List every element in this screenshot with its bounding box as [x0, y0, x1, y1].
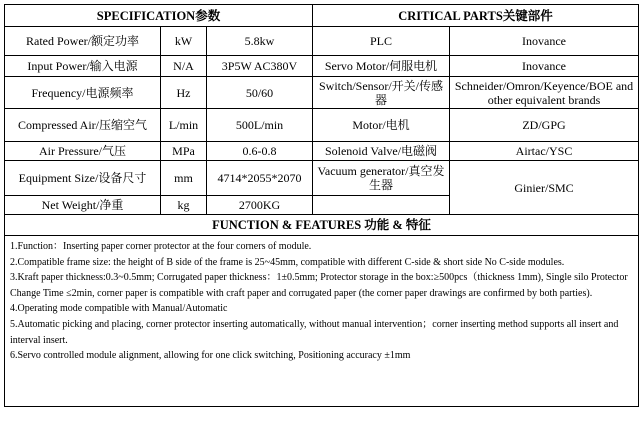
spec-name: Frequency/电源频率 — [5, 77, 161, 109]
spec-value: 2700KG — [207, 196, 313, 215]
table-row — [5, 56, 639, 77]
spec-unit: kW — [161, 27, 207, 56]
table-row — [5, 142, 639, 161]
part-name: Vacuum generator/真空发生器 — [313, 161, 450, 196]
part-name: Switch/Sensor/开关/传感器 — [313, 77, 450, 109]
spec-unit: MPa — [161, 142, 207, 161]
feature-item: 3.Kraft paper thickness:0.3~0.5mm; Corrugated paper thickness：1±0.5mm; Protector storage in the box:≥500pcs（thickness 1mm), Single silo Protector Change Time ≤2min, corner paper is compatible with craft paper and corrugated paper (the corner paper drawings are confirmed by both parties). — [10, 272, 628, 299]
spec-name: Net Weight/净重 — [5, 196, 161, 215]
spec-value: 0.6-0.8 — [207, 142, 313, 161]
spec-value: 5.8kw — [207, 27, 313, 56]
features-header-row — [5, 215, 639, 236]
spec-value: 4714*2055*2070 — [207, 161, 313, 196]
spec-value: 500L/min — [207, 109, 313, 142]
critical-parts-header: CRITICAL PARTS关键部件 — [313, 5, 639, 27]
features-list — [5, 236, 639, 407]
part-brand: Airtac/YSC — [450, 142, 639, 161]
part-name: PLC — [313, 27, 450, 56]
spec-name: Air Pressure/气压 — [5, 142, 161, 161]
feature-item: 5.Automatic picking and placing, corner protector inserting automatically, without manual intervention；corner inserting method supports all insert and interval insert. — [10, 318, 619, 346]
features-title: FUNCTION & FEATURES 功能 & 特征 — [5, 215, 639, 236]
part-name: Servo Motor/伺服电机 — [313, 56, 450, 77]
feature-item: 1.Function：Inserting paper corner protector at the four corners of module. — [10, 241, 312, 252]
table-row — [5, 27, 639, 56]
spec-sheet-table — [4, 4, 639, 407]
table-row — [5, 77, 639, 109]
features-body-row — [5, 236, 639, 407]
part-name: Solenoid Valve/电磁阀 — [313, 142, 450, 161]
feature-item: 2.Compatible frame size: the height of B side of the frame is 25~45mm, compatible with different C-side & short side No C-side modules. — [10, 256, 565, 268]
part-brand: Inovance — [450, 56, 639, 77]
part-brand: Schneider/Omron/Keyence/BOE and other equivalent brands — [450, 77, 639, 109]
part-name — [313, 196, 450, 215]
spec-value: 50/60 — [207, 77, 313, 109]
spec-unit: L/min — [161, 109, 207, 142]
part-name: Motor/电机 — [313, 109, 450, 142]
spec-name: Input Power/输入电源 — [5, 56, 161, 77]
spec-unit: mm — [161, 161, 207, 196]
spec-unit: Hz — [161, 77, 207, 109]
table-row — [5, 161, 639, 196]
specification-header: SPECIFICATION参数 — [5, 5, 313, 27]
feature-item: 4.Operating mode compatible with Manual/Automatic — [10, 303, 228, 315]
spec-name: Equipment Size/设备尺寸 — [5, 161, 161, 196]
part-brand: Ginier/SMC — [450, 161, 639, 215]
spec-unit: N/A — [161, 56, 207, 77]
spec-name: Compressed Air/压缩空气 — [5, 109, 161, 142]
spec-name: Rated Power/额定功率 — [5, 27, 161, 56]
part-brand: ZD/GPG — [450, 109, 639, 142]
spec-unit: kg — [161, 196, 207, 215]
spec-value: 3P5W AC380V — [207, 56, 313, 77]
part-brand: Inovance — [450, 27, 639, 56]
table-row — [5, 109, 639, 142]
feature-item: 6.Servo controlled module alignment, allowing for one click switching, Positioning accuracy ±1mm — [10, 350, 411, 362]
table-header-row — [5, 5, 639, 27]
